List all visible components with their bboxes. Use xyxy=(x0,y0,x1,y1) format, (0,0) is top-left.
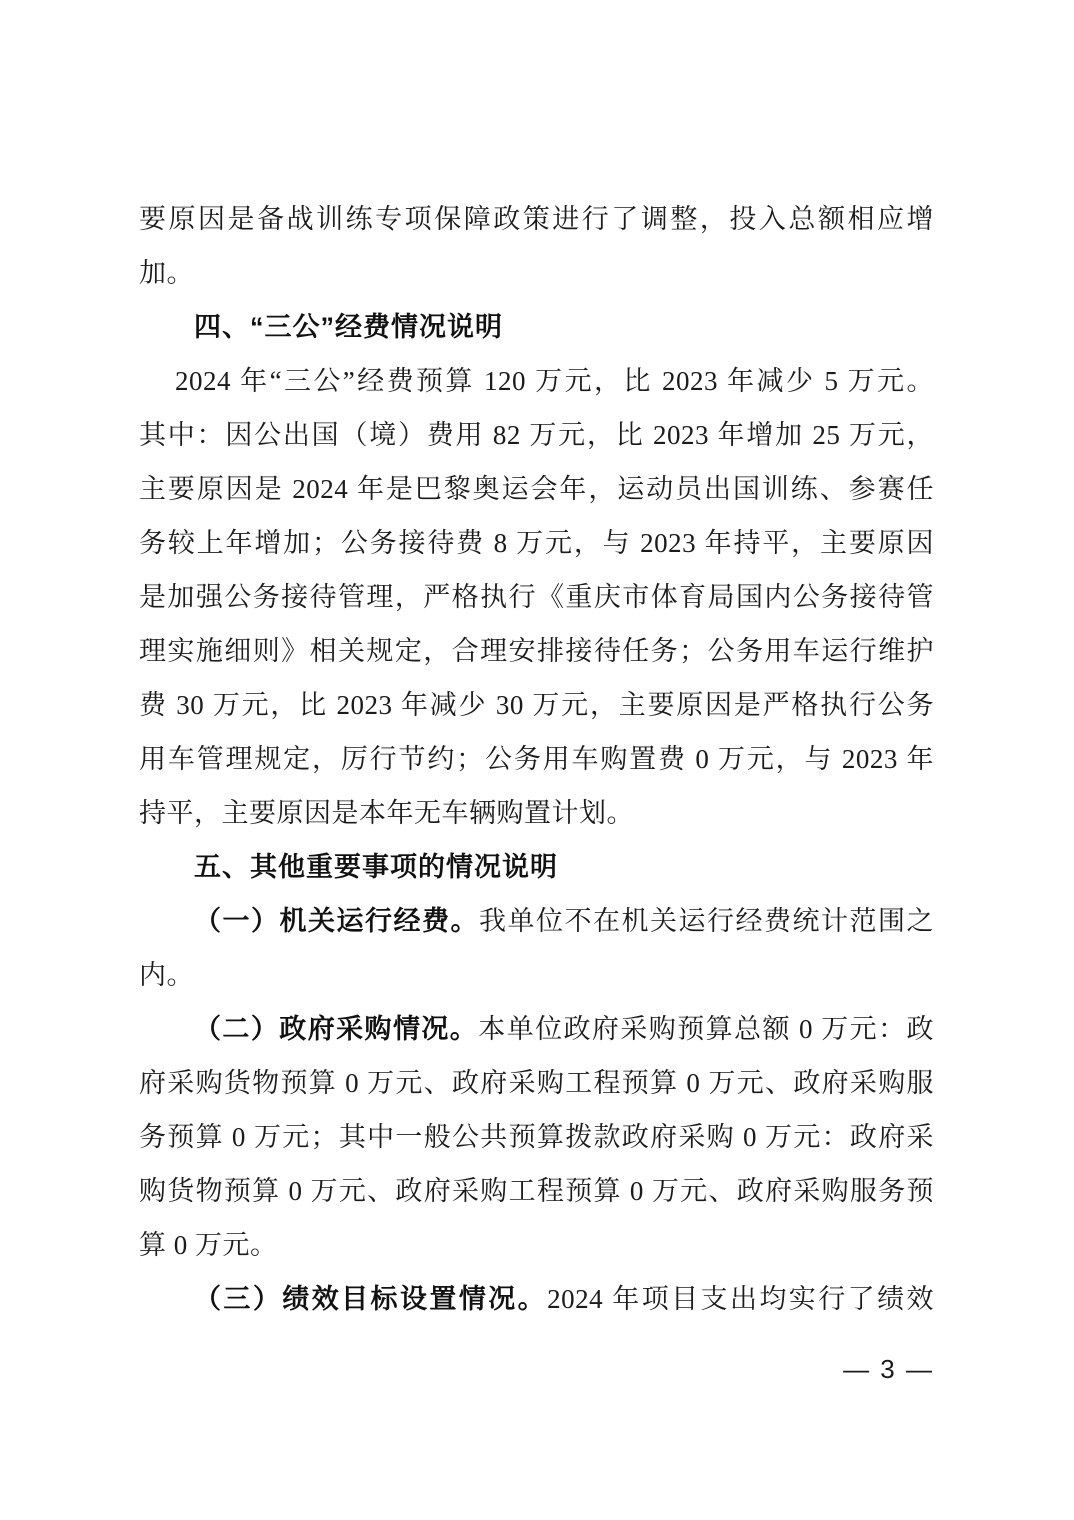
body-line: 内。 xyxy=(139,960,194,990)
body-line: 是加强公务接待管理，严格执行《重庆市体育局国内公务接待管 xyxy=(139,582,934,612)
page-number: — 3 — xyxy=(843,1354,934,1384)
body-line: 2024 年“三公”经费预算 120 万元，比 2023 年减少 5 万元。 xyxy=(175,366,934,396)
body-line: 购货物预算 0 万元、政府采购工程预算 0 万元、政府采购服务预 xyxy=(139,1176,934,1206)
body-line: 其中：因公出国（境）费用 82 万元，比 2023 年增加 25 万元， xyxy=(139,420,934,450)
body-line: 理实施细则》相关规定，合理安排接待任务；公务用车运行维护 xyxy=(139,636,934,666)
item-label-bold: （二）政府采购情况。 xyxy=(194,1014,479,1044)
body-line: 要原因是备战训练专项保障政策进行了调整，投入总额相应增 xyxy=(139,204,934,234)
body-line: 务较上年增加；公务接待费 8 万元，与 2023 年持平，主要原因 xyxy=(139,528,934,558)
item-line-2 xyxy=(139,1011,934,1047)
section-heading-4: 四、“三公”经费情况说明 xyxy=(194,312,503,342)
item-label-bold: （三）绩效目标设置情况。 xyxy=(194,1284,548,1314)
item-text: 本单位政府采购预算总额 0 万元：政 xyxy=(478,1014,935,1044)
body-line: 持平，主要原因是本年无车辆购置计划。 xyxy=(139,798,634,828)
body-line: 务预算 0 万元；其中一般公共预算拨款政府采购 0 万元：政府采 xyxy=(139,1122,934,1152)
body-line: 算 0 万元。 xyxy=(139,1230,278,1260)
section-heading-5: 五、其他重要事项的情况说明 xyxy=(194,852,558,882)
item-text: 2024 年项目支出均实行了绩效 xyxy=(547,1284,935,1314)
body-line: 主要原因是 2024 年是巴黎奥运会年，运动员出国训练、参赛任 xyxy=(139,474,934,504)
item-text: 我单位不在机关运行经费统计范围之 xyxy=(479,906,934,936)
page-body xyxy=(139,0,934,1520)
body-line: 费 30 万元，比 2023 年减少 30 万元，主要原因是严格执行公务 xyxy=(139,690,934,720)
item-label-bold: （一）机关运行经费。 xyxy=(194,906,479,936)
body-line: 用车管理规定，厉行节约；公务用车购置费 0 万元，与 2023 年 xyxy=(139,744,934,774)
body-line: 府采购货物预算 0 万元、政府采购工程预算 0 万元、政府采购服 xyxy=(139,1068,934,1098)
item-line-1 xyxy=(139,903,934,939)
item-line-3 xyxy=(139,1281,934,1317)
body-line: 加。 xyxy=(139,258,194,288)
